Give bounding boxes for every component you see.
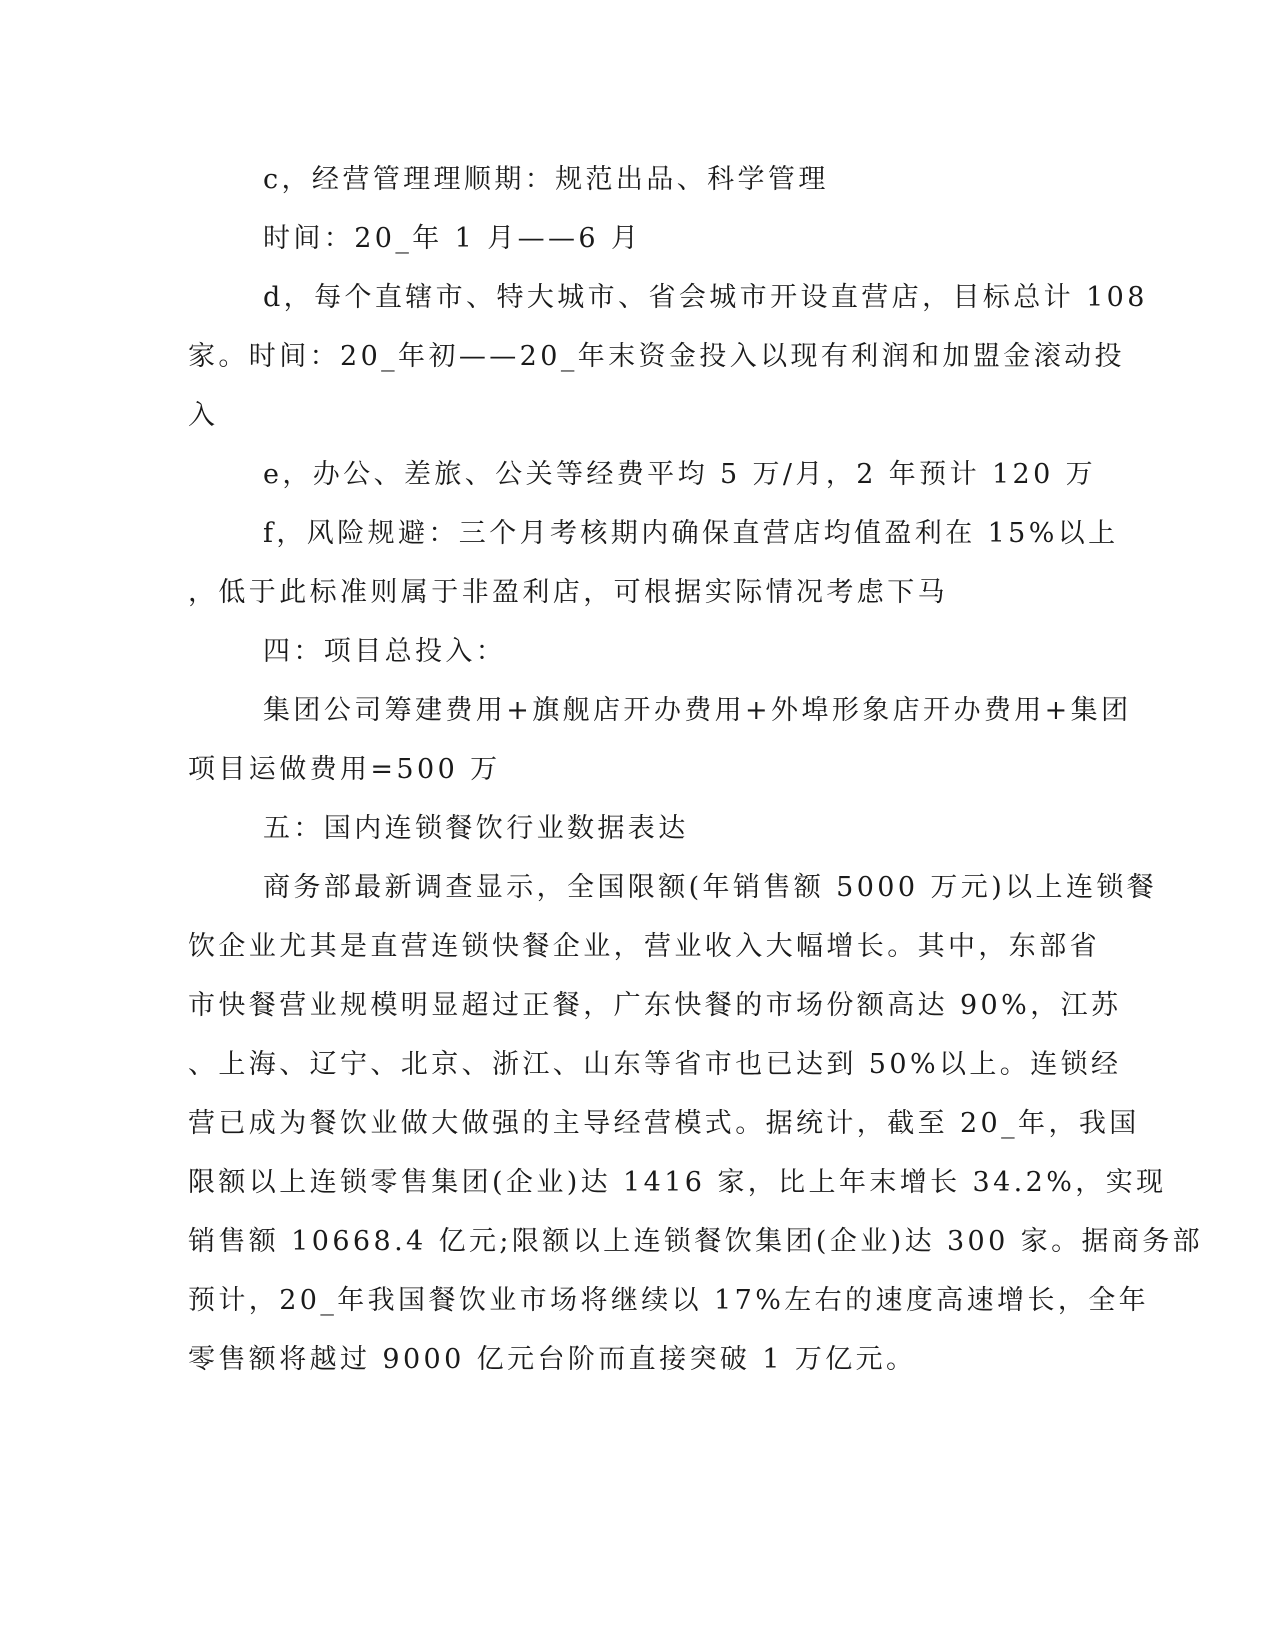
text-line: f，风险规避：三个月考核期内确保直营店均值盈利在 15%以上	[263, 518, 1119, 549]
text-line: 商务部最新调查显示，全国限额(年销售额 5000 万元)以上连锁餐	[263, 872, 1158, 903]
text-line: 饮企业尤其是直营连锁快餐企业，营业收入大幅增长。其中，东部省	[188, 931, 1100, 962]
text-line: 时间：20_年 1 月——6 月	[263, 223, 642, 254]
text-line: 家。时间：20_年初——20_年末资金投入以现有利润和加盟金滚动投	[188, 341, 1125, 372]
text-line: d，每个直辖市、特大城市、省会城市开设直营店，目标总计 108	[263, 282, 1148, 313]
text-line: 项目运做费用=500 万	[188, 754, 501, 785]
text-line: ，低于此标准则属于非盈利店，可根据实际情况考虑下马	[188, 577, 948, 608]
text-line: c，经营管理理顺期：规范出品、科学管理	[263, 164, 829, 195]
text-line: 入	[188, 400, 219, 431]
text-line: 预计，20_年我国餐饮业市场将继续以 17%左右的速度高速增长，全年	[188, 1285, 1150, 1316]
text-line: 限额以上连锁零售集团(企业)达 1416 家，比上年末增长 34.2%，实现	[188, 1167, 1167, 1198]
section-heading: 五：国内连锁餐饮行业数据表达	[263, 813, 689, 844]
text-line: 零售额将越过 9000 亿元台阶而直接突破 1 万亿元。	[188, 1344, 917, 1375]
text-line: e，办公、差旅、公关等经费平均 5 万/月，2 年预计 120 万	[263, 459, 1097, 490]
text-line: 集团公司筹建费用+旗舰店开办费用+外埠形象店开办费用+集团	[263, 695, 1132, 726]
text-line: 市快餐营业规模明显超过正餐，广东快餐的市场份额高达 90%，江苏	[188, 990, 1122, 1021]
section-heading: 四：项目总投入：	[263, 636, 507, 667]
text-line: 、上海、辽宁、北京、浙江、山东等省市也已达到 50%以上。连锁经	[188, 1049, 1122, 1080]
text-line: 营已成为餐饮业做大做强的主导经营模式。据统计，截至 20_年，我国	[188, 1108, 1140, 1139]
text-line: 销售额 10668.4 亿元;限额以上连锁餐饮集团(企业)达 300 家。据商务部	[188, 1226, 1204, 1257]
